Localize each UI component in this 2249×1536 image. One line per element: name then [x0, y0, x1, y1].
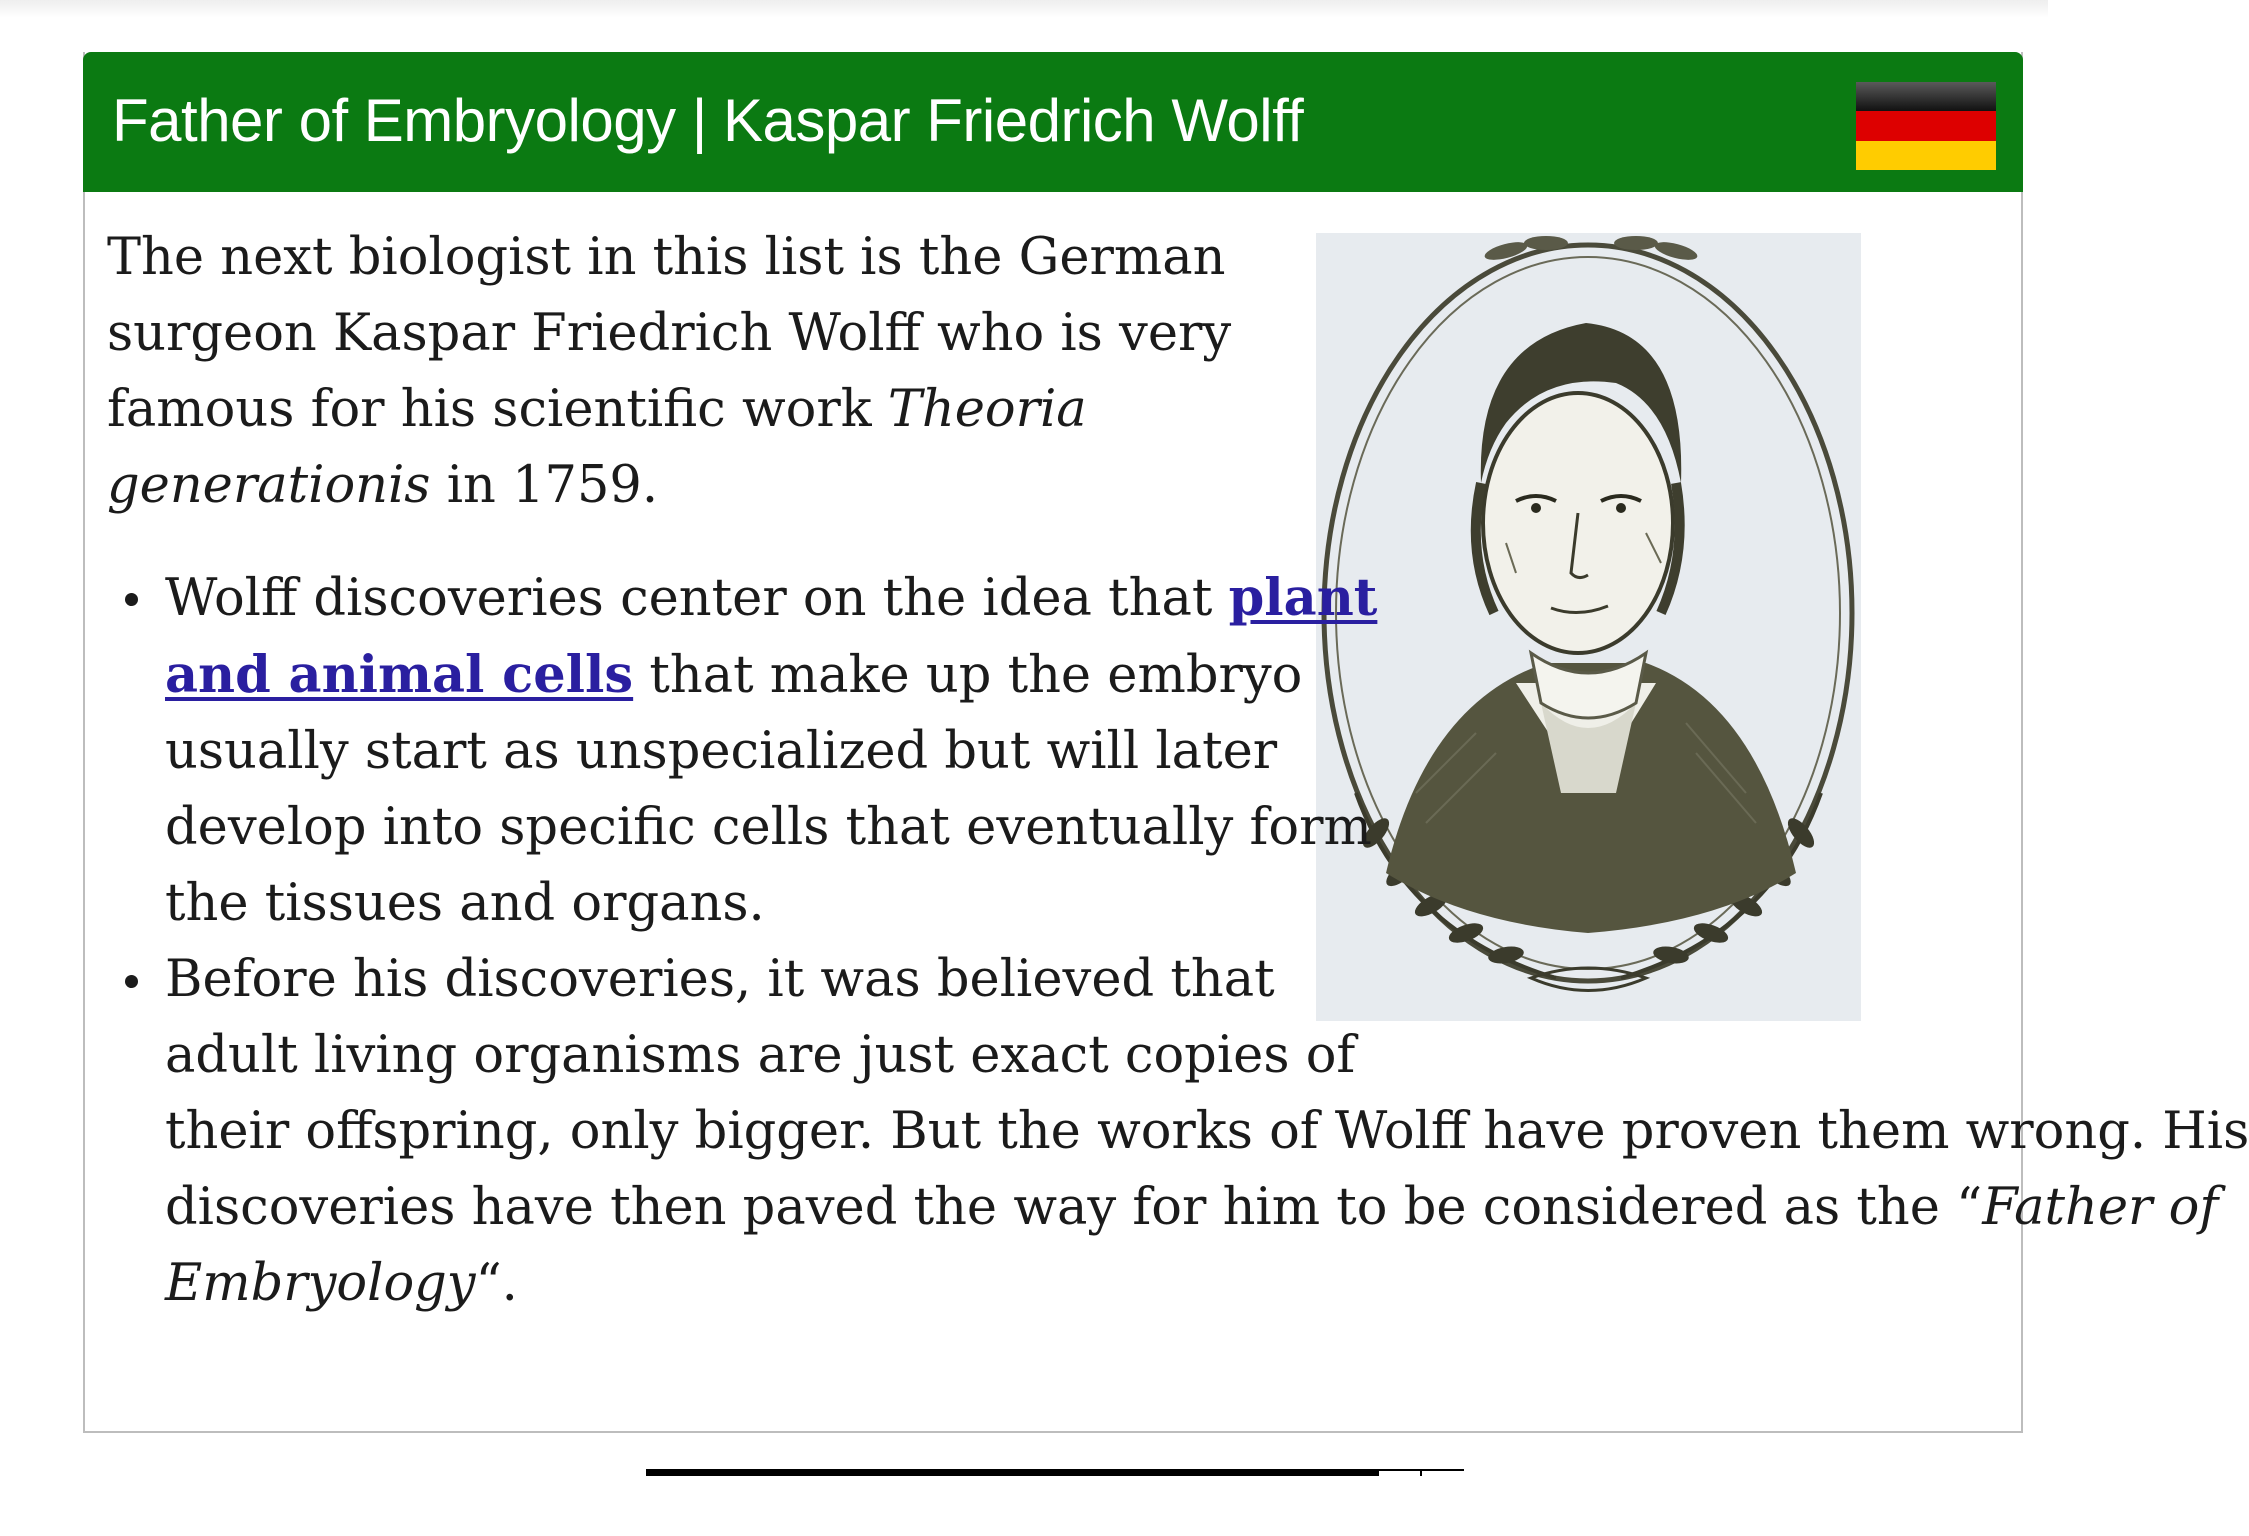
title-italic: Embryology [165, 1254, 476, 1313]
bullet-line [165, 560, 1987, 637]
bullet-line: adult living organisms are just exact copies of [165, 1026, 1356, 1085]
plant-animal-cells-link[interactable]: and animal cells [165, 645, 634, 705]
intro-line: surgeon Kaspar Friedrich Wolff who is very [107, 304, 1232, 363]
list-item [165, 560, 1987, 942]
discoveries-list [107, 560, 2249, 1322]
bullet-line: their offspring, only bigger. But the works of Wolff have proven them wrong. His [165, 1102, 2249, 1161]
intro-text: in 1759. [430, 456, 659, 515]
progress-bar-fill [646, 1469, 1379, 1476]
biologist-card [83, 52, 2249, 1433]
intro-line: The next biologist in this list is the German [107, 228, 1226, 287]
card-body [107, 220, 2249, 1322]
bullet-line: Before his discoveries, it was believed that [165, 950, 1275, 1009]
card-header [83, 52, 2023, 192]
bullet-line: develop into specific cells that eventually form [165, 798, 1372, 857]
bullet-text: that make up the embryo [633, 646, 1303, 705]
intro-text: famous for his scientific work [107, 380, 888, 439]
progress-indicator [646, 1469, 1464, 1476]
list-item [165, 942, 2249, 1322]
bullet-line [165, 1246, 1987, 1322]
bullet-line: the tissues and organs. [165, 874, 765, 933]
work-title-italic: generationis [107, 456, 431, 515]
bullet-text: “. [475, 1254, 518, 1313]
bullet-line [165, 637, 1987, 714]
intro-line [107, 372, 1117, 448]
progress-bar-tick [1420, 1469, 1422, 1476]
bullet-line: usually start as unspecialized but will later [165, 722, 1278, 781]
flag-stripe-red [1856, 111, 1996, 140]
intro-line [107, 448, 1117, 524]
work-title-italic: Theoria [887, 380, 1087, 439]
card-title: Father of Embryology | Kaspar Friedrich Wolff [112, 87, 1304, 154]
flag-stripe-black [1856, 82, 1996, 111]
bullet-text: discoveries have then paved the way for him to be considered as the “ [165, 1178, 1983, 1237]
browser-top-shadow [0, 0, 2048, 18]
intro-paragraph [107, 220, 1232, 524]
bullet-text: Wolff discoveries center on the idea that [165, 569, 1229, 628]
flag-stripe-gold [1856, 141, 1996, 170]
plant-animal-cells-link[interactable]: plant [1228, 568, 1378, 628]
title-italic: Father of [1982, 1178, 2219, 1237]
bullet-line [165, 1170, 2219, 1246]
germany-flag-icon [1856, 82, 1996, 170]
